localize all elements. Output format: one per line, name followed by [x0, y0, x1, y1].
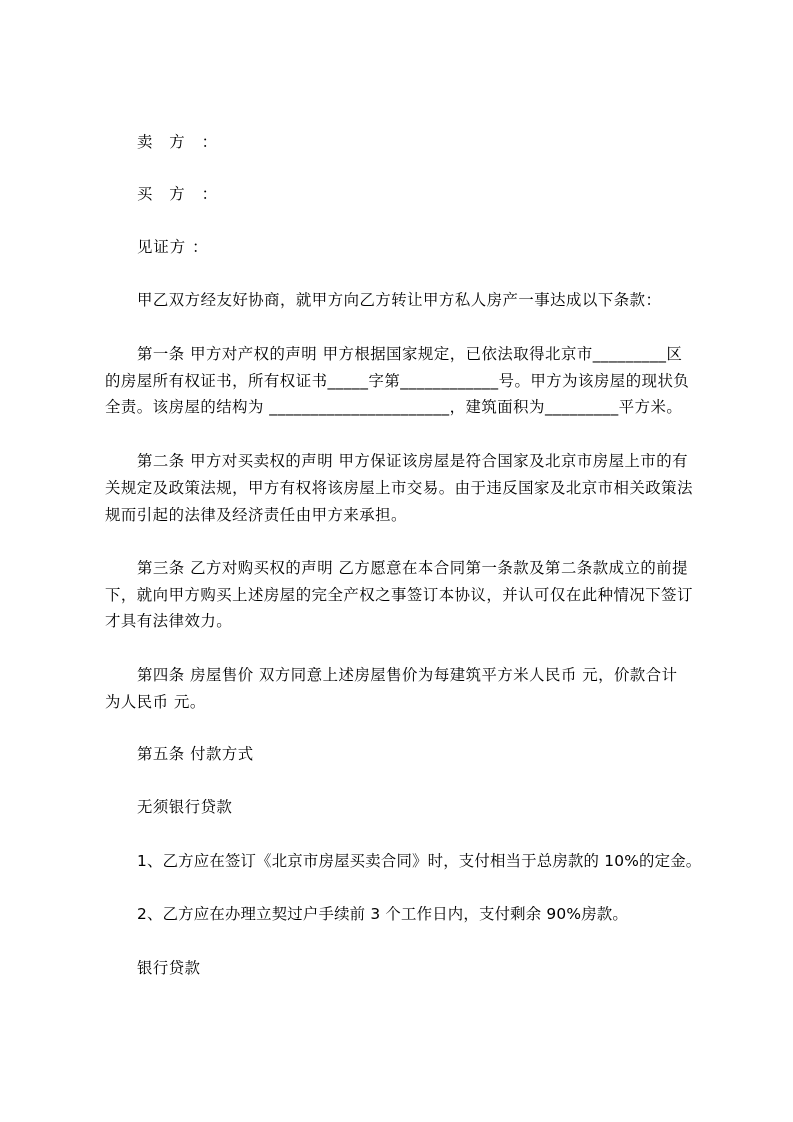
seller-label: 卖 方 ：: [137, 133, 223, 151]
article1-line1: 第一条 甲方对产权的声明 甲方根据国家规定，已依法取得北京市_________区: [137, 345, 683, 363]
article4-line2: 为人民币 元。: [105, 693, 206, 711]
loan-heading: 银行贷款: [137, 959, 201, 977]
no-loan-heading: 无须银行贷款: [137, 798, 233, 816]
article4-line1: 第四条 房屋售价 双方同意上述房屋售价为每建筑平方米人民币 元，价款合计: [137, 666, 678, 684]
article1-line3: 全责。该房屋的结构为 ______________________，建筑面积为_________平方米。: [105, 398, 683, 416]
article5-title: 第五条 付款方式: [137, 745, 254, 763]
payment-item-2: 2、乙方应在办理立契过户手续前 3 个工作日内，支付剩余 90%房款。: [137, 905, 629, 923]
article1-line2: 的房屋所有权证书，所有权证书_____字第____________号。甲方为该房屋的现状负: [105, 372, 690, 390]
article2-line3: 规而引起的法律及经济责任由甲方来承担。: [105, 506, 407, 524]
payment-item-1: 1、乙方应在签订《北京市房屋买卖合同》时，支付相当于总房款的 10%的定金。: [137, 852, 702, 870]
article2-line2: 关规定及政策法规，甲方有权将该房屋上市交易。由于违反国家及北京市相关政策法: [105, 479, 693, 497]
witness-label: 见证方 ：: [137, 238, 209, 256]
intro-paragraph: 甲乙双方经友好协商，就甲方向乙方转让甲方私人房产一事达成以下条款：: [137, 291, 662, 309]
article3-line2: 下，就向甲方购买上述房屋的完全产权之事签订本协议，并认可仅在此种情况下签订: [105, 586, 693, 604]
article3-line1: 第三条 乙方对购买权的声明 乙方愿意在本合同第一条款及第二条款成立的前提: [137, 559, 689, 577]
article3-line3: 才具有法律效力。: [105, 612, 233, 630]
article2-line1: 第二条 甲方对买卖权的声明 甲方保证该房屋是符合国家及北京市房屋上市的有: [137, 452, 689, 470]
buyer-label: 买 方 ：: [137, 185, 223, 203]
